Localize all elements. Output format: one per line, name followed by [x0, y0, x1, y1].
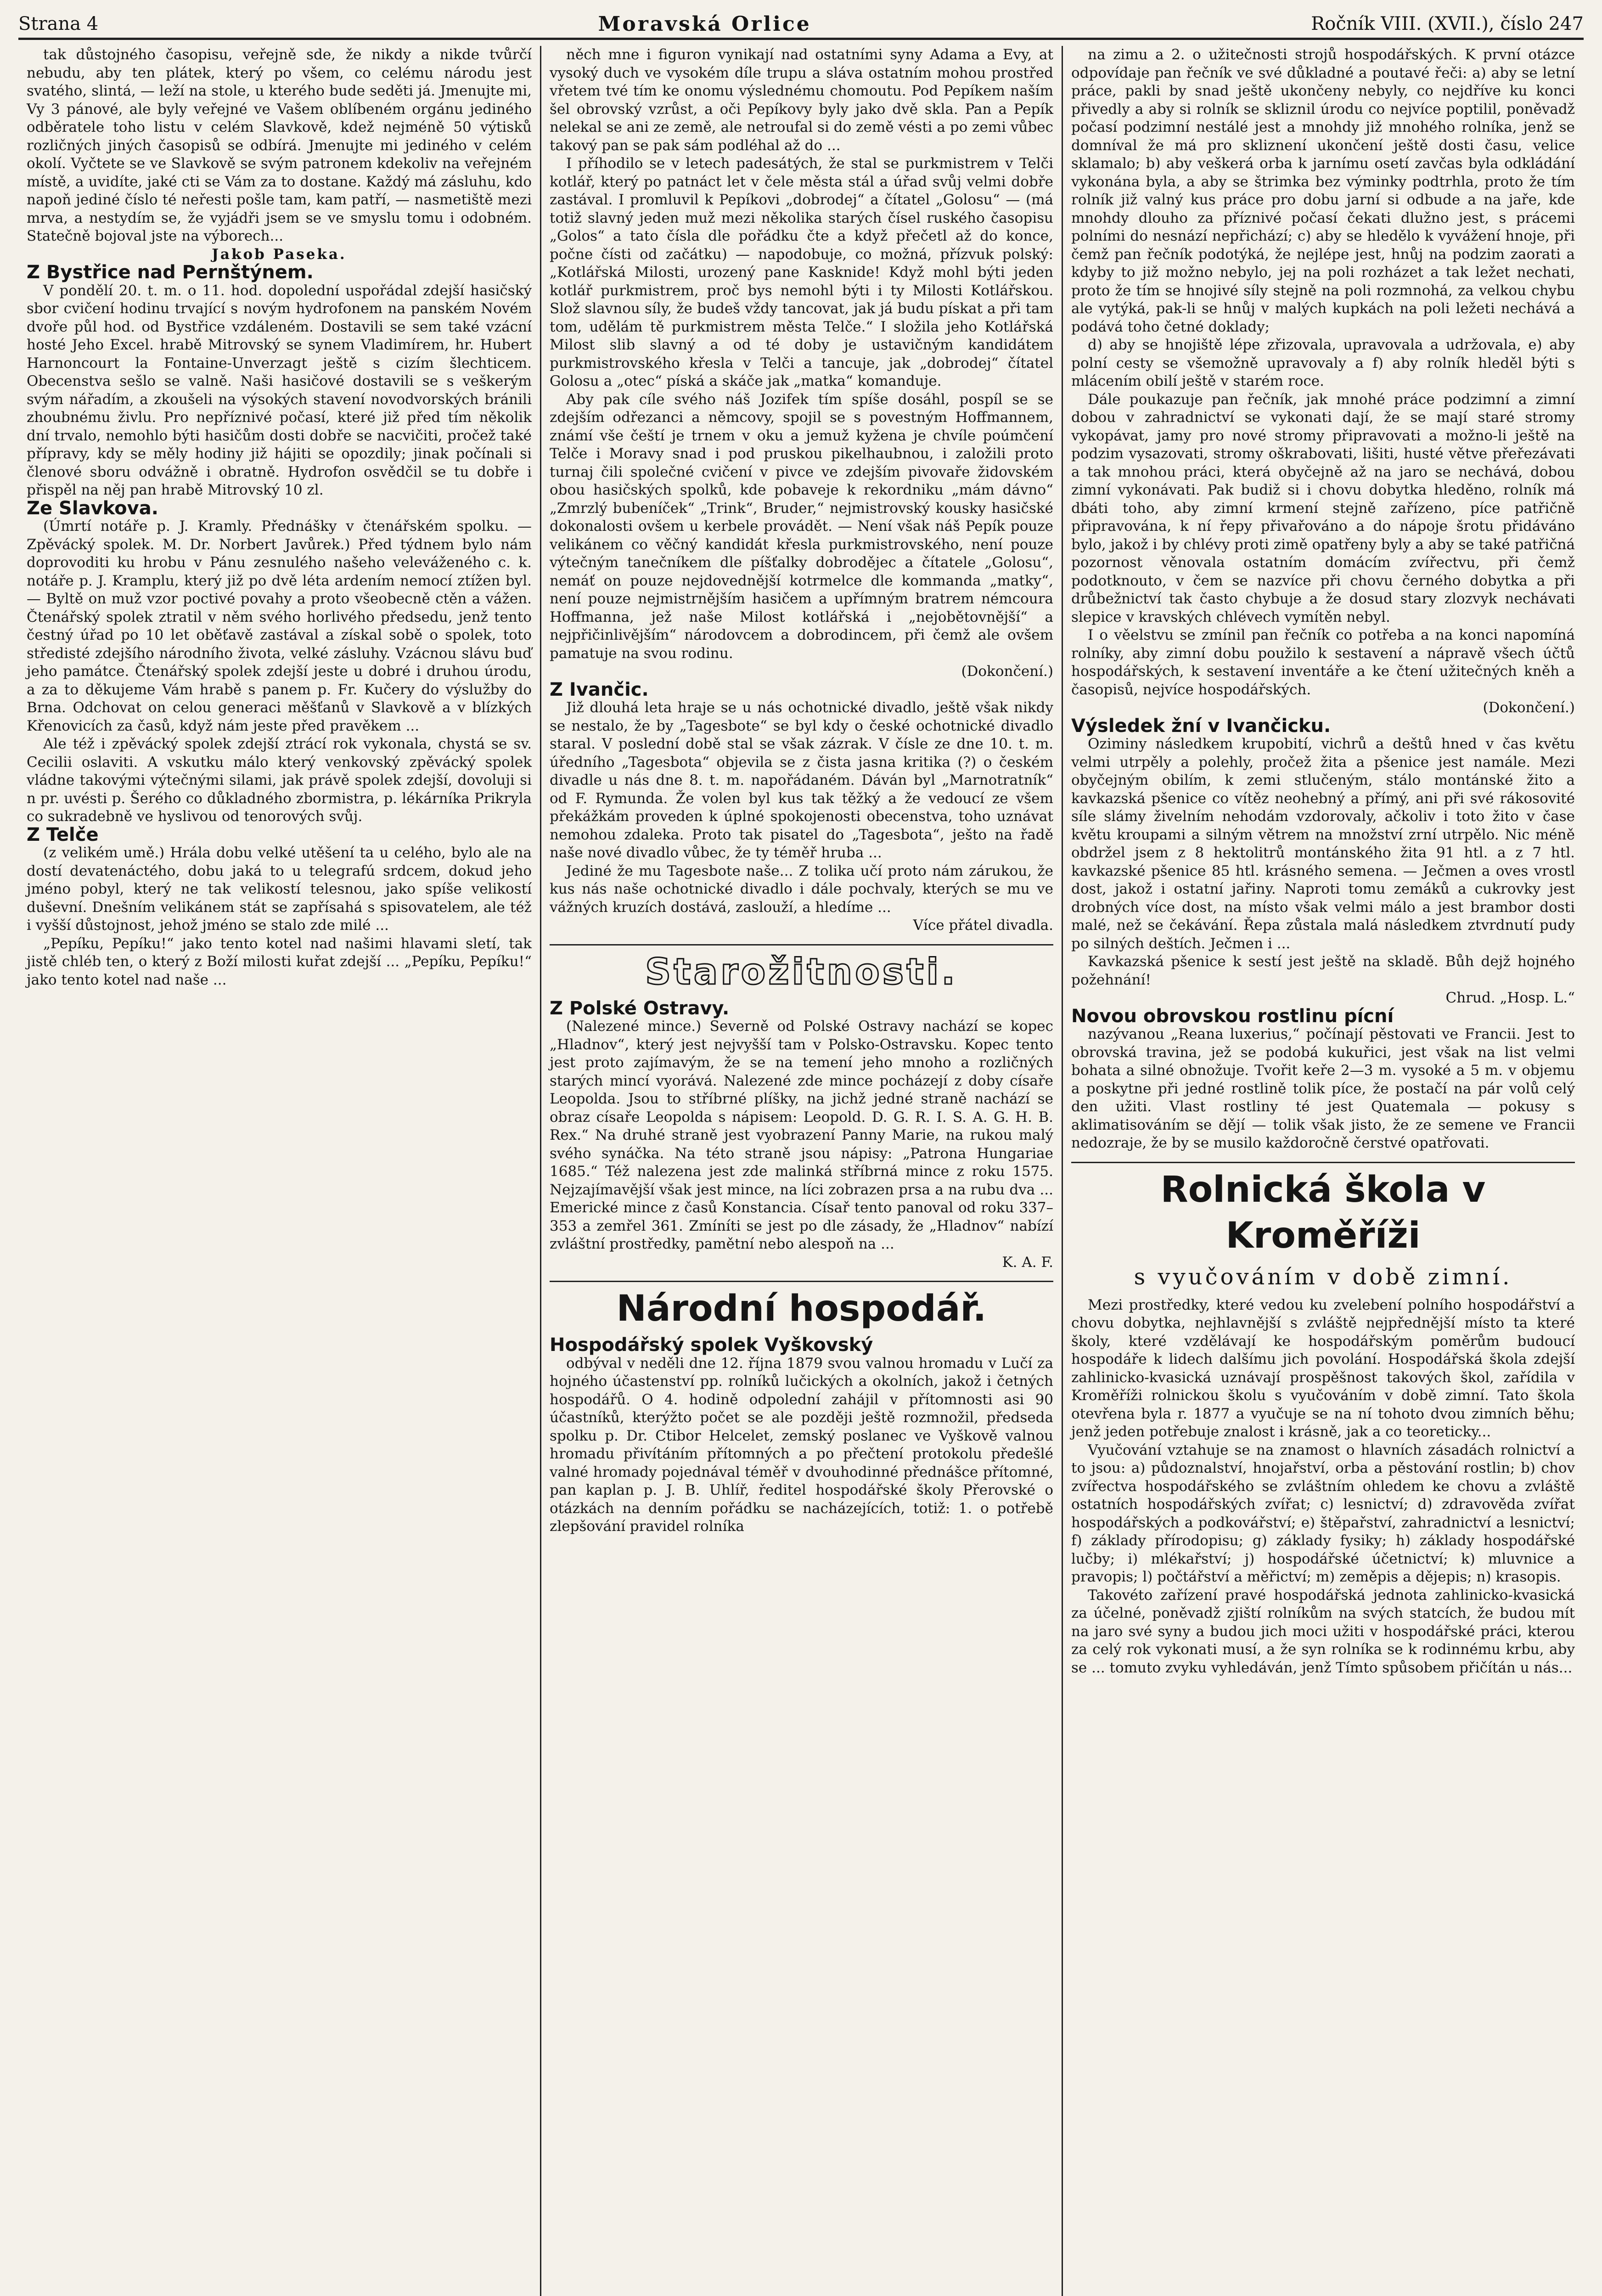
masthead-title: Moravská Orlice — [598, 12, 811, 36]
article-paragraph: Mezi prostředky, které vedou ku zvelebení polního hospodářství a chovu dobytka, nejhlavnější s zvláště nejpřednější místo ta které školy, které vzdělávají ke hospodářským poměrům budoucí hospodáře k lidech dalšímu jich povolání. Hospodářská škola zdejší zahlinicko-kvasická uznávají prospěšnost takových škol, zařídila v Kroměříži rolnickou školu s vyučováním v době zimní. Tato škola otevřena byla r. 1877 a vyučuje se na ní tohoto dvou zimních běhu; jenž jeden potřebuje znalost i krásně, jak a co teoreticky... — [1071, 1296, 1575, 1440]
section-title-antiquities: Starožitnosti. — [550, 944, 1053, 995]
article-paragraph: I o věelstvu se zmínil pan řečník co potřeba a na konci napomíná rolníky, aby zimní dobu použilo k sestavení a nápravě všech účtů hospodářských, k sestavení inventáře a ke čtení užitečných kněh a časopisů, nejvíce hospodářských. — [1071, 627, 1575, 698]
article-paragraph: Dále poukazuje pan řečník, jak mnohé práce podzimní a zimní dobou v zahradnictví se vykonati dají, že se mají staré stromy vykopávat, jamy pro nové stromy připravovati a možno-li ještě na podzim vysazovati, stromy oškrabovati, lišiti, husté větve přeřezávati a tak mnohou práci, která obyčejně až na jaro se nechává, dobou zimní vykonávati. Pak budiž si i chovu dobytka hleděno, rolník má dbáti toho, aby zimní krmení stejně zařízeno, píce patřičně připravována, k ní řepy přivařováno a do nápoje šrotu přidáváno bylo, jakož i by chlévy proti zimě opatřeny byly a aby se také patřičná pozornost věnovala ostatním domácím zvířectvu, při čemž podotknouto, v čem se nazvíce při chovu černého dobytka a při drůbežnictví tak často chybuje a že dosud stary zlozvyk nechávati slepice v kravských chlévech vymítěn nebyl. — [1071, 391, 1575, 625]
article-paragraph: Již dlouhá leta hraje se u nás ochotnické divadlo, ještě však nikdy se nestalo, že by „Tagesbote“ se byl kdy o české ochotnické divadlo staral. V poslední době stal se však zázrak. V čísle ze dne 10. t. m. úředního „Tagesbota“ objevila se z čista jasna kritika (?) o českém divadle u nás dne 8. t. m. napořádaném. Dáván byl „Marnotratník“ od F. Rymunda. Že volen byl kus tak těžký a že vedoucí ze všem překážkám proveden k úplné spokojenosti obecenstva, toho uznávat nemohou zdaleka. Proto tak pisatel do „Tagesbota“, ješto na řadě naše nové divadlo vůbec, že ty téměř hruba ... — [550, 699, 1053, 861]
article-paragraph: Jediné že mu Tagesbote naše... Z tolika učí proto nám zárukou, že kus nás naše ochotnické divadlo i dále pochvaly, kterých se mu ve vážných kruzích dostává, zaslouží, a hledíme ... — [550, 862, 1053, 916]
column-2 — [540, 46, 1062, 2296]
column-3 — [1062, 46, 1583, 2296]
page-number: Strana 4 — [18, 13, 99, 34]
signature: Chrud. „Hosp. L.“ — [1445, 990, 1575, 1006]
section-heading: Z Bystřice nad Pernštýnem. — [27, 262, 314, 283]
article-paragraph: Ale též i zpěvácký spolek zdejší ztrácí rok vykonala, chystá se sv. Cecilii oslaviti. A vskutku málo který venkovský zpěvácký spolek vládne takovými výtečnými silami, jak právě spolek zdejší, dovoluji si n pr. uvésti p. Šerého co důkladného zbormistra, p. lékárníka Prikryla co sukradebně ve hyslivou od tenorových svůj. — [27, 736, 532, 825]
section-heading: Z Polské Ostravy. — [550, 997, 730, 1019]
section-subtitle: s vyučováním v době zimní. — [1134, 1264, 1512, 1290]
page-header — [18, 10, 1584, 40]
article-paragraph: Vyučování vztahuje se na znamost o hlavních zásadách rolnictví a to jsou: a) půdoznalství, hnojařství, orba a pěstování rostlin; b) chov zvířectva hospodářského se zvláštním ohledem ke chovu a zvláště ostatních hospodářských zvířat; c) lesnictví; d) zdravověda zvířat hospodářských a podkovářství; e) štěpařství, zahradnictví a lesnictví; f) základy přírodopisu; g) základy fysiky; h) základy hospodářské lučby; i) mlékařství; j) hospodářské účetnictví; k) mluvnice a pravopis; l) počtářství a měřictví; m) zeměpis a dějepis; n) krasopis. — [1071, 1441, 1575, 1585]
article-paragraph: odbýval v neděli dne 12. října 1879 svou valnou hromadu v Lučí za hojného účastenství pp. rolníků lučických a okolních, jakož i četných hospodářů. O 4. hodině odpolední zahájil v přítomnosti asi 90 účastníků, kterýžto počet se ale později ještě rozmnožil, předseda spolku p. Dr. Ctibor Helcelet, zemský poslanec ve Vyškově valnou hromadu přivítáním přítomných a po přečtení protokolu předešlé valné hromady pojednával téměř v dvouhodinné přednášce přítomné, pan kaplan p. J. B. Uhlíř, ředitel hospodářské školy Přerovské o otázkách na denním pořádku se nacházejících, totiž: 1. o potřebě zlepšování pravidel rolníka — [550, 1355, 1053, 1535]
signature: Jakob Paseka. — [212, 246, 347, 263]
section-heading: Výsledek žní v Ivančicku. — [1071, 715, 1331, 737]
article-paragraph: Oziminy následkem krupobití, vichrů a deštů hned v čas květu velmi utrpěly a polehly, pročež žita a pšenice jest namále. Mezi obyčejným obilím, k zemi stlučeným, stálo montánské žito a kavkazská pšenice co vítěz neohebný a přímý, ani při své rákosovité síle slámy živelním nehodám vzdorovaly, ačkoliv i toto žito v čase květu kroupami a silným větrem na množství zrní utrpělo. Nic méně obdržel jsem z 8 hektolitrů montánského žita 91 htl. a z 7 htl. kavkazské pšenice 85 htl. krásného semena. — Ječmen a oves vrostl dost, jakož i ostatní jařiny. Naproti tomu zemáků a cukrovky jest drobných více dost, na místo však velmi málo a jest brambor dosti malé, než se čekávání. Řepa zůstala malá následkem ztvrdnutí pudy po silných deštích. Ječmen i ... — [1071, 736, 1575, 952]
signature: K. A. F. — [1002, 1254, 1053, 1271]
columns — [18, 46, 1584, 2296]
section-heading: Z Ivančic. — [550, 679, 649, 700]
section-heading: Novou obrovskou rostlinu pícní — [1071, 1005, 1394, 1027]
article-paragraph: nazývanou „Reana luxerius,“ počínají pěstovati ve Francii. Jest to obrovská travina, jež se podobá kukuřici, jest však na list velmi bohata a silné obnožuje. Tvořit keře 2—3 m. vysoké a 5 m. v objemu a poskytne při jedné rostlině tolik píce, že postačí na pár volů celý den užiti. Vlast rostliny té jest Quatemala — pokusy s aklimatisováním se dějí — tolik však jisto, že ze semene ve Francii nedozraje, že by se musilo každoročně čerstvé opatřovati. — [1071, 1026, 1575, 1151]
article-paragraph: I příhodilo se v letech padesátých, že stal se purkmistrem v Telči kotlář, který po patnáct let v čele města stál a úřad svůj velmi dobře zastával. I promluvil k Pepíkovi „dobrodej“ a čítatel „Golosu“ — (má totiž slavný jeden muž mezi několika starých čísel ruského časopisu „Golos“ a tato čísla dle pořádku čte a když přečetl až do konce, počne čísti od začátku) — napodobuje, co možná, přízvuk polský: „Kotlářská Milosti, urozený pane Kasknide! Když mohl býti jeden kotlář purkmistrem, proč bys nemohl býti i ty Milosti Kotlářskou. Slož slavnou síly, že budeš vždy tancovat, jak já budu pískat a při tam tom, udělám tě purkmistrem města Telče.“ I složila jeho Kotlářská Milost slib slavný a od té doby je ustavičným kandidátem purkmistrovského křesla v Telči a tancuje, jak „dobrodej“ čítatel Golosu a „otec“ píská a skáče jak „matka“ komanduje. — [550, 155, 1053, 389]
article-paragraph: V pondělí 20. t. m. o 11. hod. dopolední uspořádal zdejší hasičský sbor cvičení hodinu trvající s novým hydrofonem na panském Novém dvoře půl hod. od Bystřice vzdáleném. Dostavili se sem také vzácní hosté Jeho Excel. hrabě Mitrovský se synem Vladimírem, hr. Hubert Harnoncourt la Fontaine-Unverzagt ještě s cizím šlechticem. Obecenstva sešlo se valně. Naši hasičové dostavili se s veškerým svým nářadím, a zkoušeli na výsokých stavení novodvorských bránili zhoubnému živlu. Pro nepříznivé počasí, které již před tím několik dní trvalo, nemohlo býti hasičům dosti dobře se nacvičiti, pročež také přípravy, kdy se měly hodiny již hájiti se opozdily; jinak počínali si členové sboru odvážně i obratně. Hydrofon osvědčil se tu dobře i přispěl na něj pan hrabě Mitrovský 10 zl. — [27, 282, 532, 498]
section-heading: Hospodářský spolek Vyškovský — [550, 1334, 873, 1356]
article-paragraph: „Pepíku, Pepíku!“ jako tento kotel nad našimi hlavami sletí, tak jistě chléb ten, o který z Boží milosti kuřat zdejší ... „Pepíku, Pepíku!“ jako tento kotel nad naše ... — [27, 935, 532, 988]
article-paragraph: (Nalezené mince.) Severně od Polské Ostravy nachází se kopec „Hladnov“, který jest nejvyšší tam v Polsko-Ostravsku. Kopec tento jest proto zajímavým, že se na temení jeho mnoho a rozličných starých mincí vyorává. Nalezené zde mince pocházejí z doby císaře Leopolda. Jsou to stříbrné plíšky, na jichž jedné straně nachází se obraz císaře Leopolda s nápisem: Leopold. D. G. R. I. S. A. G. H. B. Rex.“ Na druhé straně jest vyobrazení Panny Marie, na rukou malý svého synáčka. Na této straně jsou nápisy: „Patrona Hungariae 1685.“ Též nalezena jest zde malinká stříbrná mince z roku 1575. Nejzajímavější však jest mince, na líci zobrazen prsa a na rubu dva ... Emerické mince z časů Konstancia. Císař tento panoval od roku 337–353 a zemřel 361. Zmíníti se jest po dle zásady, že „Hladnov“ nabízí zvláštní prostředky, pamětní nebo alespoň na ... — [550, 1018, 1053, 1252]
article-paragraph: tak důstojného časopisu, veřejně sde, že nikdy a nikde tvůrčí nebudu, aby ten plátek, který po všem, co celému národu jest svatého, slintá, — leží na stole, u kterého bude seděti já. Jmenujte mi, Vy 3 pánové, ale byly veřejné ve Vašem oblíbeném orgánu jediného odběratele toho listu v celém Slavkově, kdež nejméně 50 výtisků rozličných jiných časopisů se odbírá. Jmenujte mi jediného v celém okolí. Vyčtete se ve Slavkově se svým patronem kdekoliv na veřejném místě, a uvidíte, jaké cti se Vám za to dostane. Každý má zásluhu, kdo napoň jediné číslo té neřesti pošle tam, kam patří, — nasmetiště mezi mrva, a nestydím se, že vyjádři jsem se ve smyslu tomu i odobném. Statečně bojoval jste na výborech... — [27, 46, 532, 244]
signature: Více přátel divadla. — [913, 917, 1053, 934]
issue-info: Ročník VIII. (XVII.), číslo 247 — [1311, 13, 1584, 34]
article-paragraph: d) aby se hnojiště lépe zřizovala, upravovala a udržovala, e) aby polní cesty se všemožně upravovaly a f) aby rolník hleděl býti s mlácením obilí ještě v starém roce. — [1071, 337, 1575, 389]
article-paragraph: Takovéto zařízení pravé hospodářská jednota zahlinicko-kvasická za účelné, poněvadž zjiští rolníkům na svých statcích, že budou mít na jaro své syny a budou jich moci užiti v hospodářské práci, kterou za celý rok vykonati musí, a že syn rolníka se k rodinnému krbu, aby se ... tomuto zvyku vyhledáván, jenž Tímto spůsobem přičítán u nás... — [1071, 1587, 1575, 1676]
article-paragraph: na zimu a 2. o užitečnosti strojů hospodářských. K první otázce odpovídaje pan řečník ve své důkladné a poutavé řeči: a) aby se letní práce, pakli by snad ještě ukončeny nebyly, co nejdříve ku konci přivedly a aby si rolník se skliznil úrodu co nejvíce poptilil, poněvadž počasí podzimní nestálé jest a mnohdy již mnohého rolníka, jenž se domníval že má pro skliznení ukončení ještě dosti času, velice sklamalo; b) aby veškerá orba k jarnímu osetí zavčas byla odkládání vykonána byla, a aby se štrimka bez výminky podtrhla, proto že tím rolník již valný kus práce pro dobu jarní si odbude a na jaře, kde mnohdy dlouho za příznivé počasí čekati dlužno jest, s prácemi polními do nesnází nepřichází; c) aby se hledělo k vyvážení hnoje, při čemž pan řečník podotýká, že nejlépe jest, hnůj na podzim zaorati a kdyby to již možno nebylo, jej na poli rozházet a tak ležet nechati, proto že tím se hnojivé síly stejně na poli rozmnohá, za velkou chybu ale vytýká, pak-li se hnůj v malých kupkách na poli ležeti nechává a podává toho četné doklady; — [1071, 46, 1575, 335]
continuation-note: (Dokončení.) — [961, 663, 1053, 680]
article-paragraph: něch mne i figuron vynikají nad ostatními syny Adama a Evy, at vysoký duch ve vysokém díle trupu a sláva ostatním mohou prostřed vřetem tvé tím ke onomu výslednému chomoutu. Pod Pepíkem naším šel obrovský vzrůst, a oči Pepíkovy byly jako dvě skla. Pan a Pepík nelekal se ani ze země, ale netroufal si do země vésti a po zemi vůbec takový pan se pak sám podléhal až do ... — [550, 46, 1054, 154]
section-title-agricultural-school: Rolnická škola v Kroměříži — [1071, 1162, 1575, 1259]
article-paragraph: (Úmrtí notáře p. J. Kramly. Přednášky v čtenářském spolku. — Zpěvácký spolek. M. Dr. Norbert Javůrek.) Před týdnem bylo nám doprovoditi ku hrobu v Pánu zesnulého našeho veleváženého c. k. notáře p. J. Kramplu, který již po dvě léta ardením nemocí ztížen byl. — Byltě on muž vzor poctivé povahy a proto všeobecně ctěn a vážen. Čtenářský spolek ztratil v něm svého horlivého předsedu, jenž tento čestný úřad po 10 let oběťavě zastával a získal sobě o spolek, toto středisté zdejšího národního života, velké zásluhy. Vzácnou slávu buď jeho památce. Čtenářský spolek zdejší jeste u dobré i druhou úrodu, a za to děkujeme Vám hrabě s panem p. Fr. Kučery do výslužby do Brna. Odchovat on celou generaci měšťanů v Slavkově a v blízkých Křenovicích za časů, když nám jeste před pravěkem ... — [27, 518, 532, 734]
section-heading: Z Telče — [27, 824, 99, 845]
section-heading: Ze Slavkova. — [27, 497, 158, 519]
article-paragraph: (z velikém umě.) Hrála dobu velké utěšení ta u celého, bylo ale na dostí devatenáctého, dobu jaká to u telegrafú srdcem, dokud jeho jméno pobyl, který ne tak velikostí telesnou, jako spíše velikostí duševní. Dnešním velikánem stát se zapřísahá s spisovatelem, ale též i vyšší důstojnost, jehož jméno se stalo zde milé ... — [27, 844, 532, 934]
article-paragraph: Aby pak cíle svého náš Jozifek tím spíše dosáhl, pospíl se se zdejším odřezanci a němcovy, spojil se s povestným Hoffmannem, známí vše čeští je trnem v oku a jemuž kyžena je chvíle poúmčení Telče i Moravy snad i pod pruskou pikelhaubnou, i založili proto turnaj čili společné cvičení v pivce ve zdejším pivovaře židovském obou hasičských spolků, kde pobaveje k rekordniku „mám dávno“ „Zmrzlý bubeníček“ „Trink“, Bruder,“ nejmistrovský kousky hasičské dokonalosti ovšem u kerbele provádět. — Není však náš Pepík pouze velikánem co věčný kandidát křesla purkmistrovského, není pouze výtečným tanečníkem dle píšťalky dobrodějec a čítatele „Golosu“, nemáť on pouze nejdovednější kotrmelce dle kommanda „matky“, není pouze nejmistrnějším hasičem a upřímným bratrem némcoura Hoffmanna, jež naše Milost kotlářská i „nejobětovnější“ a nejpřičinlivějším“ národovcem a dobrodincem, při čemž ale ovšem pamatuje na svou rodinu. — [550, 391, 1053, 662]
section-title-national-economy: Národní hospodář. — [550, 1281, 1053, 1332]
article-paragraph: Kavkazská pšenice k sestí jest ještě na skladě. Bůh dejž hojného požehnání! — [1071, 953, 1575, 988]
column-1 — [18, 46, 540, 2296]
continuation-note: (Dokončení.) — [1483, 699, 1575, 716]
